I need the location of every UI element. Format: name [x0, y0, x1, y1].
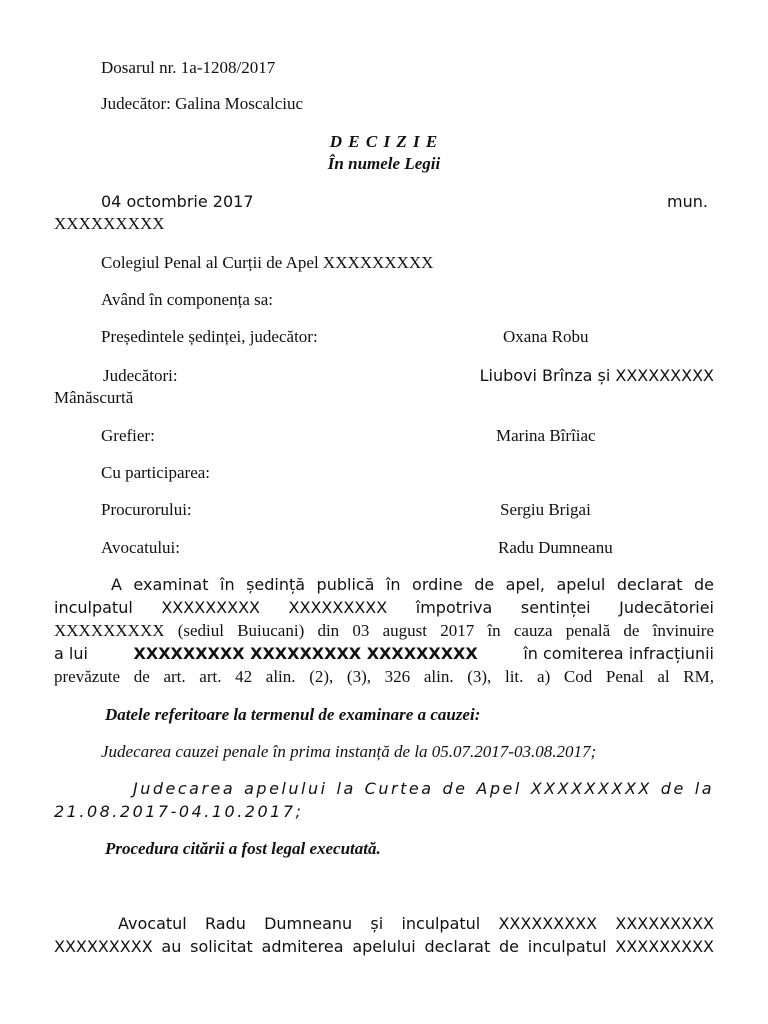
decision-date: 04 octombrie 2017 [101, 192, 254, 211]
role-label: Cu participarea: [101, 463, 211, 482]
role-label: Procurorului: [101, 500, 192, 519]
court-name: Colegiul Penal al Curții de Apel XXXXXXXXX [101, 253, 434, 272]
role-label: Președintele ședinței, judecător: [101, 327, 318, 346]
paragraph-line [54, 643, 714, 665]
document-title: D E C I Z I E [329, 132, 439, 151]
paragraph-line: XXXXXXXXX (sediul Buiucani) din 03 august 2017 în cauza penală de învinuire [54, 621, 714, 640]
procedure-note: Procedura citării a fost legal executată. [105, 839, 381, 858]
paragraph-line: Avocatul Radu Dumneanu și inculpatul XXXXXXXXX XXXXXXXXX [118, 914, 714, 933]
terms-heading: Datele referitoare la termenul de examinare a cauzei: [105, 705, 481, 724]
role-name: Sergiu Brigai [500, 500, 591, 519]
role-name: Marina Bîrîiac [496, 426, 596, 445]
paragraph-text: a lui [54, 644, 88, 663]
paragraph-text: în comiterea infracțiunii [523, 644, 714, 663]
case-number: Dosarul nr. 1a-1208/2017 [101, 58, 276, 77]
defendant-name: XXXXXXXXX XXXXXXXXX XXXXXXXXX [133, 644, 478, 663]
document-subtitle: În numele Legii [327, 154, 441, 173]
appeal-term: Judecarea apelului la Curtea de Apel XXXXXXXXX de la [133, 779, 714, 798]
role-label: Judecători: [103, 366, 178, 385]
paragraph-line: inculpatul XXXXXXXXX XXXXXXXXX împotriva sentinței Judecătoriei [54, 598, 714, 617]
composition-intro: Având în componența sa: [101, 290, 274, 309]
role-label: Avocatului: [101, 538, 180, 557]
role-name: Radu Dumneanu [498, 538, 613, 557]
decision-place-cont: XXXXXXXXX [54, 214, 165, 233]
paragraph-line: prevăzute de art. art. 42 alin. (2), (3), 326 alin. (3), lit. a) Cod Penal al RM, [54, 667, 714, 686]
paragraph-line: A examinat în ședință publică în ordine de apel, apelul declarat de [111, 575, 714, 594]
judge-line: Judecător: Galina Moscalciuc [101, 94, 304, 113]
decision-place: mun. [667, 192, 708, 211]
paragraph-line: XXXXXXXXX au solicitat admiterea apelului declarat de inculpatul XXXXXXXXX [54, 937, 714, 956]
role-name-cont: Mânăscurtă [54, 388, 134, 407]
role-label: Grefier: [101, 426, 155, 445]
role-name: Liubovi Brînza și XXXXXXXXX [479, 366, 714, 385]
appeal-term-cont: 21.08.2017-04.10.2017; [54, 802, 304, 821]
first-instance-term: Judecarea cauzei penale în prima instanță de la 05.07.2017-03.08.2017; [101, 742, 597, 761]
role-name: Oxana Robu [503, 327, 589, 346]
